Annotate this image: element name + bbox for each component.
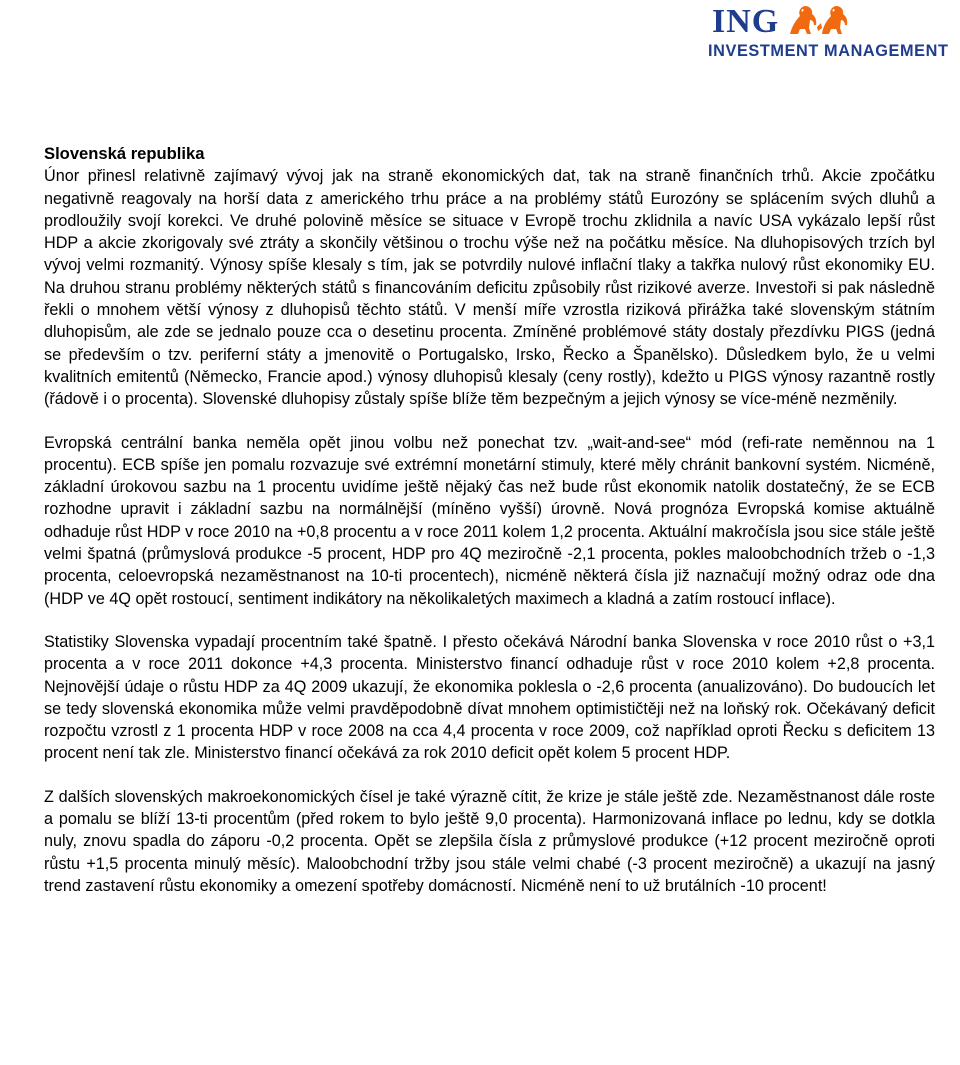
logo-mark: [708, 4, 848, 38]
paragraph-spacer: [44, 411, 935, 432]
paragraph-spacer: [44, 765, 935, 786]
section-heading: Slovenská republika: [44, 144, 205, 163]
paragraph-slovakia-statistics: Statistiky Slovenska vypadají procentním také špatně. I přesto očekává Národní banka Slovenska v roce 2010 růst o +3,1 procenta a v roce 2011 dokonce +4,3 procenta. Ministerstvo financí odhaduje růst v roce 2010 kolem +2,8 procenta. Nejnovější údaje o růstu HDP za 4Q 2009 ukazují, že ekonomika poklesla o -2,6 procenta (anualizováno). Do budoucích let se tedy slovenská ekonomika může velmi pravděpodobně dívat mnohem optimističtěji než na loňský rok. Očekávaný deficit rozpočtu vzrostl z 1 procenta HDP v roce 2008 na cca 4,4 procenta v roce 2009, což například oproti Řecku s deficitem 13 procent není tak zle. Ministerstvo financí očekává za rok 2010 deficit opět kolem 5 procent HDP.: [44, 632, 935, 763]
paragraph-spacer: [44, 610, 935, 631]
article-body: [44, 143, 935, 897]
logo-subtitle: INVESTMENT MANAGEMENT: [708, 42, 949, 60]
lion-icon: [788, 4, 850, 40]
paragraph-ecb: Evropská centrální banka neměla opět jinou volbu než ponechat tzv. „wait-and-see“ mód (refi-rate neměnnou na 1 procentu). ECB spíše jen pomalu rozvazuje své extrémní monetární stimuly, které měly chránit bankovní systém. Nicméně, základní úrokovou sazbu na 1 procentu uvidíme ještě nějaký čas než bude růst ekonomik natolik dostatečný, že se ECB rozhodne upravit i základní sazbu na normálnější (míněno vyšší) úrovně. Nová prognóza Evropská komise aktuálně odhaduje růst HDP v roce 2010 na +0,8 procentu a v roce 2011 kolem 1,2 procenta. Aktuální makročísla jsou sice stále ještě velmi špatná (průmyslová produkce -5 procent, HDP pro 4Q meziročně -2,1 procenta, pokles maloobchodních tržeb o -1,3 procenta, celoevropská nezaměstnanost na 10-ti procentech), nicméně některá čísla již naznačují možný odraz ode dna (HDP ve 4Q opět rostoucí, sentiment indikátory na několikaletých maximech a kladná a zatím rostoucí inflace).: [44, 433, 935, 608]
paragraph-market-overview: Únor přinesl relativně zajímavý vývoj jak na straně ekonomických dat, tak na straně finančních trhů. Akcie zpočátku negativně reagovaly na horší data z amerického trhu práce a na problémy států Eurozóny se splácením svých dluhů a prodloužily svojí korekci. Ve druhé polovině měsíce se situace v Evropě trochu zklidnila a navíc USA vykázalo lepší růst HDP a akcie zkorigovaly své ztráty a skončily většinou o trochu výše než na počátku měsíce. Na dluhopisových trzích byl vývoj velmi rozmanitý. Výnosy spíše klesaly s tím, jak se potvrdily nulové inflační tlaky a takřka nulový růst ekonomiky EU. Na druhou stranu problémy některých států s financováním deficitu způsobily růst rizikové averze. Investoři si pak následně řekli o mnohem větší výnosy z dluhopisů těchto států. V menší míře vzrostla riziková přirážka také slovenským státním dluhopisům, ale zde se jednalo pouze cca o desetinu procenta. Zmíněné problémové státy dostaly přezdívku PIGS (jedná se především o tzv. periferní státy a jmenovitě o Portugalsko, Irsko, Řecko a Španělsko). Důsledkem bylo, že u velmi kvalitních emitentů (Německo, Francie apod.) výnosy dluhopisů klesaly (ceny rostly), kdežto u PIGS výnosy razantně rostly (řádově i o procenta). Slovenské dluhopisy zůstaly spíše blíže těm bezpečným a jejich výnosy se více-méně nezměnily.: [44, 167, 935, 409]
ing-investment-management-logo: [704, 4, 956, 64]
paragraph-macro-numbers: Z dalších slovenských makroekonomických čísel je také výrazně cítit, že krize je stále ještě zde. Nezaměstnanost dále roste a pomalu se blíží 13-ti procentům (před rokem to bylo ještě 9,0 procenta). Harmonizovaná inflace po lednu, kdy se dotkla nuly, znovu spadla do záporu -0,2 procenta. Opět se zlepšila čísla z průmyslové produkce (+12 procent meziročně oproti růstu +1,5 procenta minulý měsíc). Maloobchodní tržby jsou stále velmi chabé (-3 procent meziročně) a ukazují na jasný trend zastavení růstu ekonomiky a omezení spotřeby domácností. Nicméně není to už brutálních -10 procent!: [44, 787, 935, 895]
logo-ing-text: ING: [712, 3, 780, 40]
